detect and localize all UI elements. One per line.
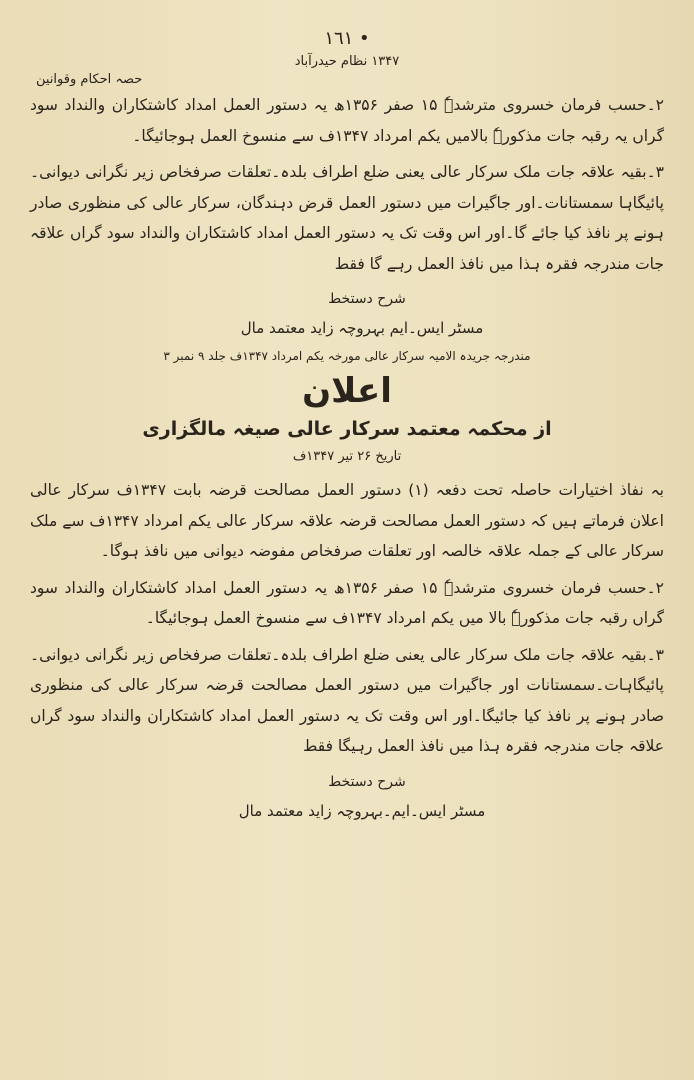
notice-date: تاریخ ۲۶ تیر ۱۳۴۷ف xyxy=(292,449,402,464)
signature-name-first: مسٹر ایس۔ایم بہروچہ زاید معتمد مال xyxy=(240,319,484,337)
gazette-reference: مندرجہ جریدہ الامیہ سرکار عالی مورخہ یکم امرداد ۱۳۴۷ف جلد ۹ نمبر ۳ xyxy=(163,349,531,363)
notice-heading xyxy=(30,369,664,469)
signature-label-first: شرح دستخط xyxy=(328,291,406,307)
notice-clause-2: ۲۔حسب فرمان خسروی مترشدہٗ ۱۵ صفر ۱۳۵۶ھ یہ دستور العمل امداد کاشتکاران والنداد سود گراں رقبہ جات مذکورہٗ بالا میں یکم امرداد ۱۳۴۷ف سے منسوخ العمل ہوجائیگا۔ xyxy=(30,578,664,627)
part-one xyxy=(30,90,664,343)
running-head: ۱۳۴۷ نظام حیدرآباد xyxy=(294,54,400,69)
page-number: ١٦١ • xyxy=(324,28,370,49)
part-two xyxy=(30,475,664,826)
signature-label-second: شرح دستخط xyxy=(328,773,406,790)
notice-department: از محکمہ معتمد سرکار عالی صیغہ مالگزاری xyxy=(142,418,552,440)
signature-name-second: مسٹر ایس۔ایم۔بہروچہ زاید معتمد مال xyxy=(238,801,486,820)
section-label: حصہ احکام وقوانین xyxy=(36,72,143,87)
clause-2-first: ۲۔حسب فرمان خسروی مترشدہٗ ۱۵ صفر ۱۳۵۶ھ یہ دستور العمل امداد کاشتکاران والنداد سود گراں یہ رقبہ جات مذکورہٗ بالامیں یکم امرداد ۱۳۴۷ف سے منسوخ العمل ہوجائیگا۔ xyxy=(30,96,664,145)
page-header xyxy=(30,10,664,87)
notice-clause-3: ۳۔بقیہ علاقہ جات ملک سرکار عالی یعنی ضلع اطراف بلدہ۔تعلقات صرفخاص زیر نگرانی دیوانی۔پائیگاہات۔سمستانات اور جاگیرات میں دستور العمل مصالحت قرضہ سرکار عالی کی منظوری صادر ہونے پر نافذ کیا جائیگا۔اور اس وقت تک یہ دستور العمل امداد کاشتکاران والنداد سود گراں علاقہ جات مندرجہ فقرہ ہذا میں نافذ العمل رہیگا فقط xyxy=(30,645,664,755)
clause-3-first: ۳۔بقیہ علاقہ جات ملک سرکار عالی یعنی ضلع اطراف بلدہ۔تعلقات صرفخاص زیر نگرانی دیوانی۔پائیگاہا سمستانات۔اور جاگیرات میں دستور العمل قرض دہندگان، سرکار عالی کی منظوری صادر ہونے پر نافذ کیا جائے گا۔اور اس وقت تک یہ دستور العمل امداد کاشتکاران والنداد سود گراں علاقہ جات مندرجہ فقرہ ہذا میں نافذ العمل رہے گا فقط xyxy=(30,163,664,273)
notice-title: اعلان xyxy=(302,371,392,411)
notice-clause-1: بہ نفاذ اختیارات حاصلہ تحت دفعہ (۱) دستور العمل مصالحت قرضہ بابت ۱۳۴۷ف سرکار عالی اعلان فرماتے ہیں کہ دستور العمل مصالحت قرضہ علاقہ سرکار عالی یکم امرداد ۱۳۴۷ف سے ملک سرکار عالی کے جملہ علاقہ خالصہ اور تعلقات صرفخاص مفوضہ دیوانی میں نافذ ہوگا۔ xyxy=(30,481,664,560)
